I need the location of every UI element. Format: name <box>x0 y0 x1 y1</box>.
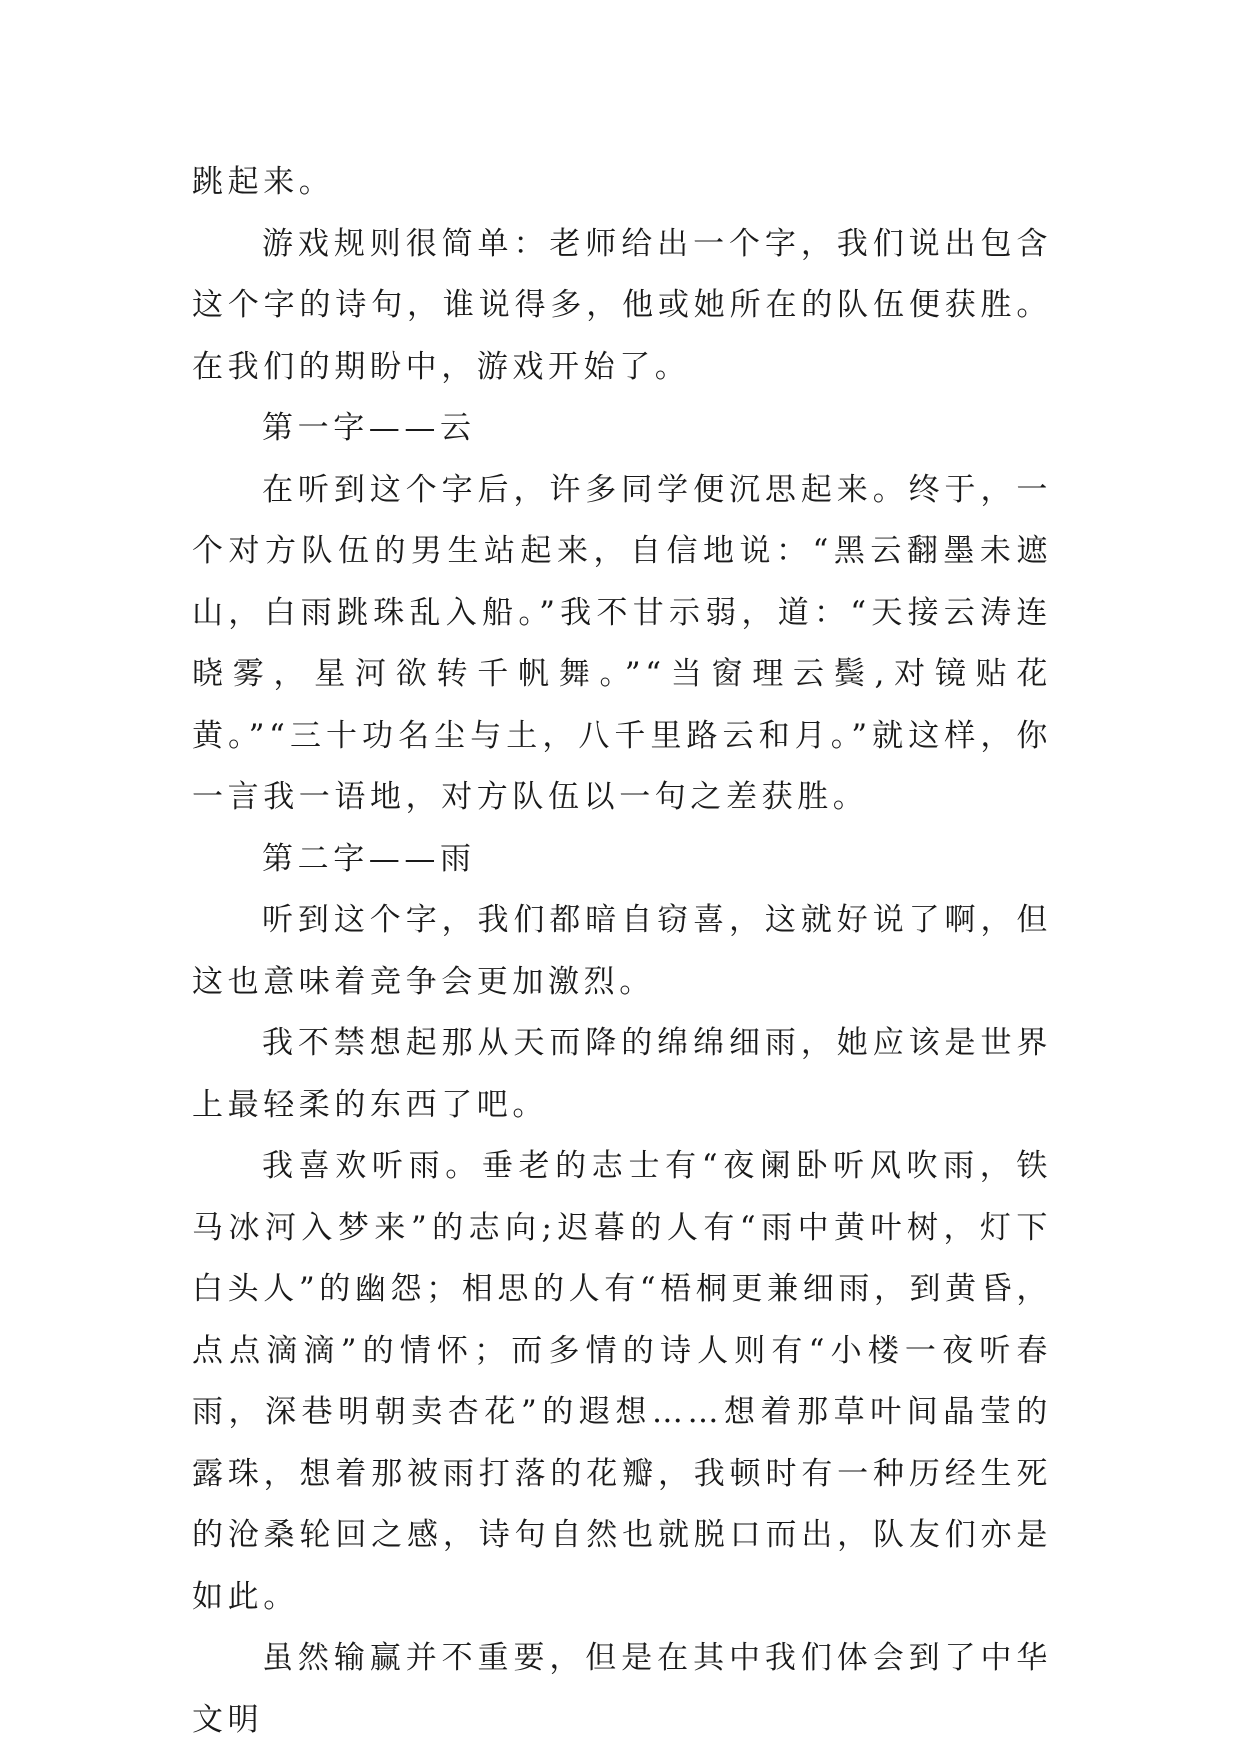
paragraph: 虽然输赢并不重要，但是在其中我们体会到了中华文明 <box>192 1640 1052 1738</box>
section-heading: 第二字——雨 <box>262 840 476 877</box>
paragraph: 跳起来。 <box>192 164 335 200</box>
paragraph: 在听到这个字后，许多同学便沉思起来。终于，一个对方队伍的男生站起来，自信地说：“黑云翻墨未遮山，白雨跳珠乱入船。”我不甘示弱，道：“天接云涛连晓雾，星河欲转千帆舞。”“当窗理云鬓,对镜贴花黄。”“三十功名尘与土，八千里路云和月。”就这样，你一言我一语地，对方队伍以一句之差获胜。 <box>192 471 1052 815</box>
paragraph: 游戏规则很简单：老师给出一个字，我们说出包含这个字的诗句，谁说得多，他或她所在的队伍便获胜。在我们的期盼中，游戏开始了。 <box>192 225 1052 385</box>
body-text <box>192 152 1052 1751</box>
paragraph: 我喜欢听雨。垂老的志士有“夜阑卧听风吹雨，铁马冰河入梦来”的志向;迟暮的人有“雨中黄叶树，灯下白头人”的幽怨；相思的人有“梧桐更兼细雨，到黄昏，点点滴滴”的情怀；而多情的诗人则有“小楼一夜听春雨，深巷明朝卖杏花”的遐想……想着那草叶间晶莹的露珠，想着那被雨打落的花瓣，我顿时有一种历经生死的沧桑轮回之感，诗句自然也就脱口而出，队友们亦是如此。 <box>192 1148 1052 1615</box>
paragraph: 听到这个字，我们都暗自窃喜，这就好说了啊，但这也意味着竞争会更加激烈。 <box>192 902 1052 1000</box>
paragraph: 我不禁想起那从天而降的绵绵细雨，她应该是世界上最轻柔的东西了吧。 <box>192 1025 1052 1123</box>
section-heading: 第一字——云 <box>262 410 476 446</box>
